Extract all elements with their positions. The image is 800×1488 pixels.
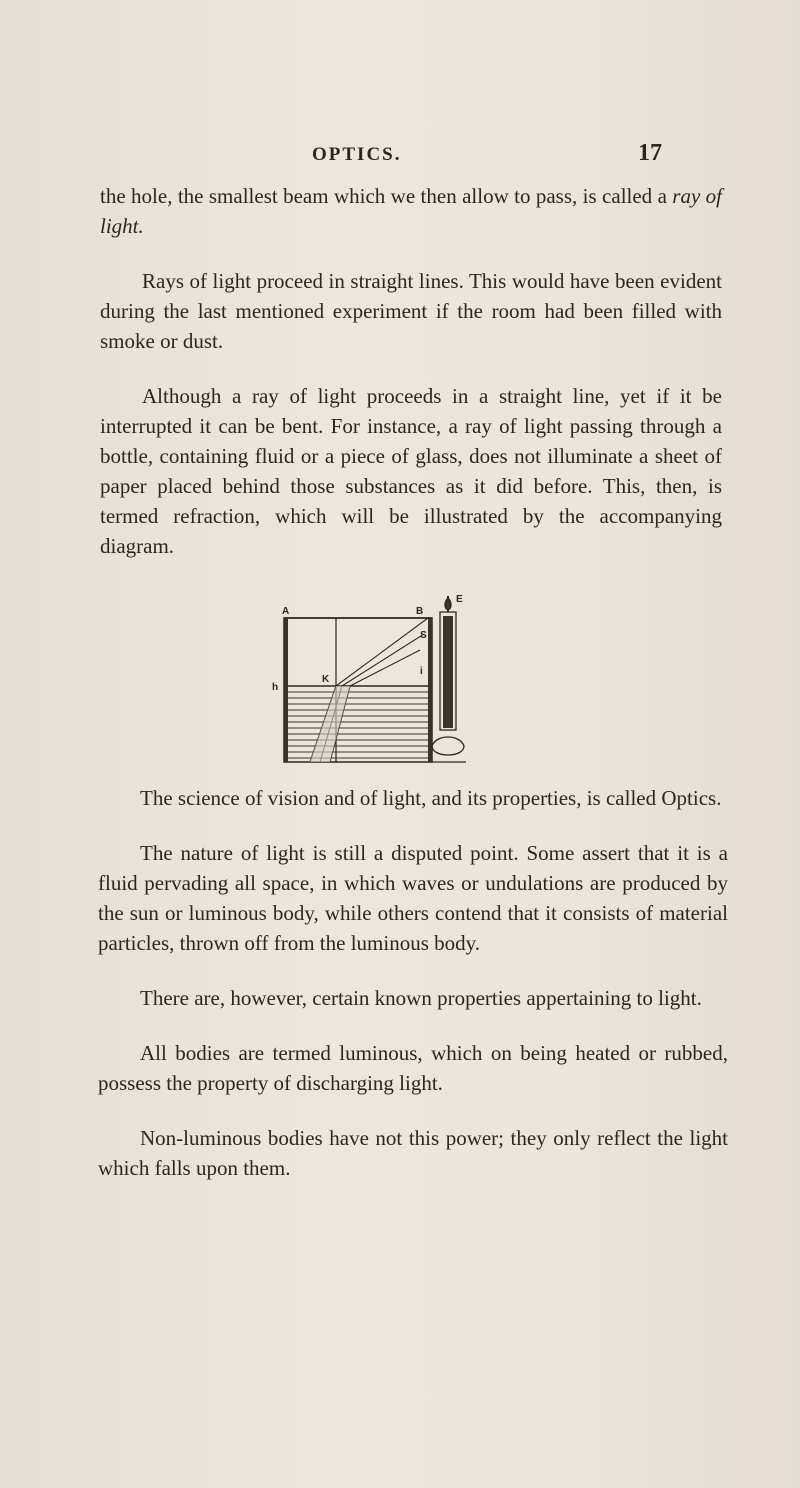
text-block-top bbox=[100, 181, 722, 586]
paragraph-text: the hole, the smallest beam which we then allow to pass, is called a bbox=[100, 184, 673, 208]
italic-term: ray of light. bbox=[100, 184, 723, 238]
text-block-bottom bbox=[98, 783, 728, 1208]
refraction-diagram bbox=[270, 576, 530, 776]
refracted-beam bbox=[310, 686, 350, 762]
label-i: i bbox=[420, 666, 423, 677]
running-title: OPTICS. bbox=[312, 144, 402, 165]
paragraph-straight-lines: Rays of light proceed in straight lines. This would have been evident during the last mentioned experiment if the room had been filled with smoke or dust. bbox=[100, 269, 722, 353]
vessel-left-wall bbox=[284, 618, 288, 762]
label-e: E bbox=[456, 594, 463, 605]
label-b: B bbox=[416, 606, 424, 617]
paragraph-luminous: All bodies are termed luminous, which on being heated or rubbed, possess the property of discharging light. bbox=[98, 1041, 728, 1095]
vessel-right-wall bbox=[428, 618, 432, 762]
paragraph-non-luminous: Non-luminous bodies have not this power; they only reflect the light which falls upon them. bbox=[98, 1126, 728, 1180]
running-head bbox=[0, 140, 800, 172]
candle-icon bbox=[430, 596, 466, 762]
page-number: 17 bbox=[638, 140, 662, 166]
water-hatching bbox=[288, 692, 428, 758]
label-s: S bbox=[420, 630, 427, 641]
paragraph-optics: The science of vision and of light, and its properties, is called Optics. bbox=[140, 786, 722, 810]
label-k: K bbox=[322, 674, 330, 685]
paragraph-refraction: Although a ray of light proceeds in a straight line, yet if it be interrupted it can be bent. For instance, a ray of light passing through a bottle, containing fluid or a piece of glass, does not illuminate a sheet of paper placed behind those substances as it did before. This, then, is termed refraction, which will be illustrated by the accompanying diagram. bbox=[100, 384, 722, 558]
label-h: h bbox=[272, 682, 279, 693]
label-a: A bbox=[282, 606, 290, 617]
refraction-diagram-svg bbox=[270, 576, 530, 776]
paragraph-nature-of-light: The nature of light is still a disputed point. Some assert that it is a fluid pervading all space, in which waves or undulations are produced by the sun or luminous body, while others contend that it consists of material particles, thrown off from the luminous body. bbox=[98, 841, 728, 955]
paragraph-ray-of-light bbox=[100, 181, 722, 241]
paragraph-properties: There are, however, certain known properties appertaining to light. bbox=[140, 986, 702, 1010]
